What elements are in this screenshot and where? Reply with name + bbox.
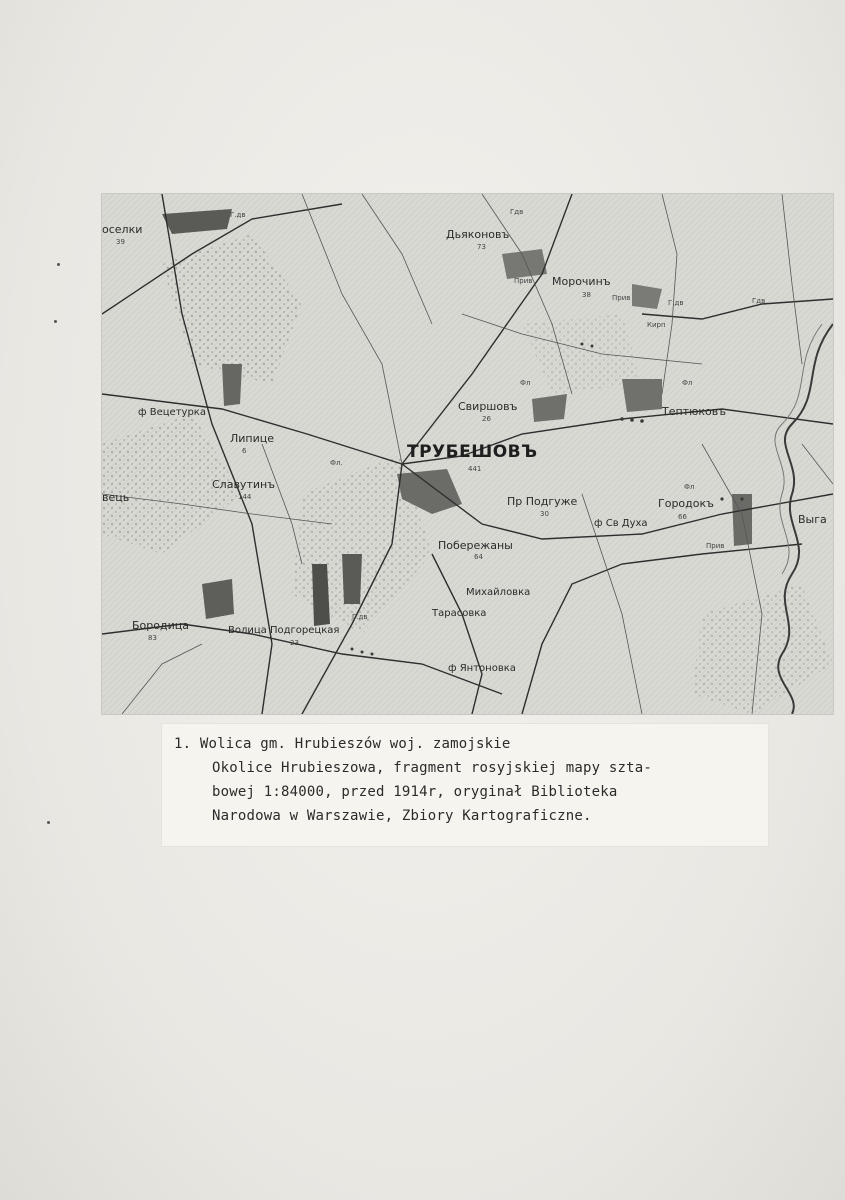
punch-hole-mark <box>57 263 60 266</box>
map-label-fl: Фл <box>682 379 693 387</box>
map-label-gdv: Гдв <box>510 208 524 216</box>
map-label-number: 441 <box>468 465 482 473</box>
map-label-gorodok: Городокъ <box>658 497 714 510</box>
map-label-prots: Прив <box>706 542 725 550</box>
punch-hole-mark <box>54 320 57 323</box>
map-label-prots: Прив <box>514 277 533 285</box>
map-label-morochin: Морочинъ <box>552 275 611 288</box>
map-label-sw-ducha: ф Св Духа <box>594 518 648 529</box>
map-label-fl: Фл <box>520 379 531 387</box>
map-label-number: 64 <box>474 553 483 561</box>
map-label-gdv: Г.дв <box>352 613 368 621</box>
map-label-gdv: Г.дв <box>230 211 246 219</box>
map-label-number: 66 <box>678 513 687 521</box>
map-label-lipice: Липице <box>230 432 275 445</box>
map-label-number: 73 <box>477 243 486 251</box>
map-label-number: 26 <box>482 415 491 423</box>
map-label-slawutin: Славутинъ <box>212 478 275 491</box>
caption-line-1: 1. Wolica gm. Hrubieszów woj. zamojskie <box>174 736 511 752</box>
caption-label <box>162 724 768 846</box>
map-label-fl: Фл. <box>330 459 343 467</box>
punch-hole-mark <box>47 821 50 824</box>
map-label-wyga: Выга <box>798 513 827 526</box>
map-label-number: 6 <box>242 447 247 455</box>
map-label-wiecit: ф Вецетурка <box>138 407 206 418</box>
map-label-antonowka: ф Янтоновка <box>448 663 516 674</box>
map-label-diakonow: Дьяконовъ <box>446 228 510 241</box>
map-label-number: 38 <box>582 291 591 299</box>
map-label-teptiukow: Тептюковъ <box>662 405 726 418</box>
map-label-fl: Фл <box>684 483 695 491</box>
map-label-number: 30 <box>540 510 549 518</box>
map-label-gdv: Гдв <box>752 297 766 305</box>
map-label-podguzhe: Пр Подгуже <box>507 495 578 508</box>
map-label-swirszow: Свиршовъ <box>458 400 518 413</box>
caption-line-4: Narodowa w Warszawie, Zbiory Kartograficzne. <box>212 808 592 824</box>
map-label-hrubieszow: ТРУБЕШОВЪ <box>407 442 538 462</box>
map-label-number: 83 <box>148 634 157 642</box>
map-label-wolica: Волица Подгорецкая <box>228 625 340 636</box>
map-label-gdv: Г.дв <box>668 299 684 307</box>
caption-line-3: bowej 1:84000, przed 1914r, oryginał Biblioteka <box>212 784 618 800</box>
map-label-tarasowka: Тарасовка <box>432 608 487 619</box>
map-label-kirp: Кирп <box>647 321 666 329</box>
map-label-number: 39 <box>116 238 125 246</box>
map-label-pobereshany: Побережаны <box>438 539 513 552</box>
map-label-poselki: оселки <box>102 223 143 236</box>
caption-line-2: Okolice Hrubieszowa, fragment rosyjskiej mapy szta- <box>212 760 653 776</box>
map-label-prots: Прив <box>612 294 631 302</box>
map-label-dawiec: вець <box>102 491 130 504</box>
historical-map-photo <box>101 193 834 715</box>
map-label-number: 23 <box>290 639 299 647</box>
map-label-borodica: Бородица <box>132 619 189 632</box>
map-label-number: 144 <box>238 493 252 501</box>
map-label-mikhailowka: Михайловка <box>466 587 531 598</box>
